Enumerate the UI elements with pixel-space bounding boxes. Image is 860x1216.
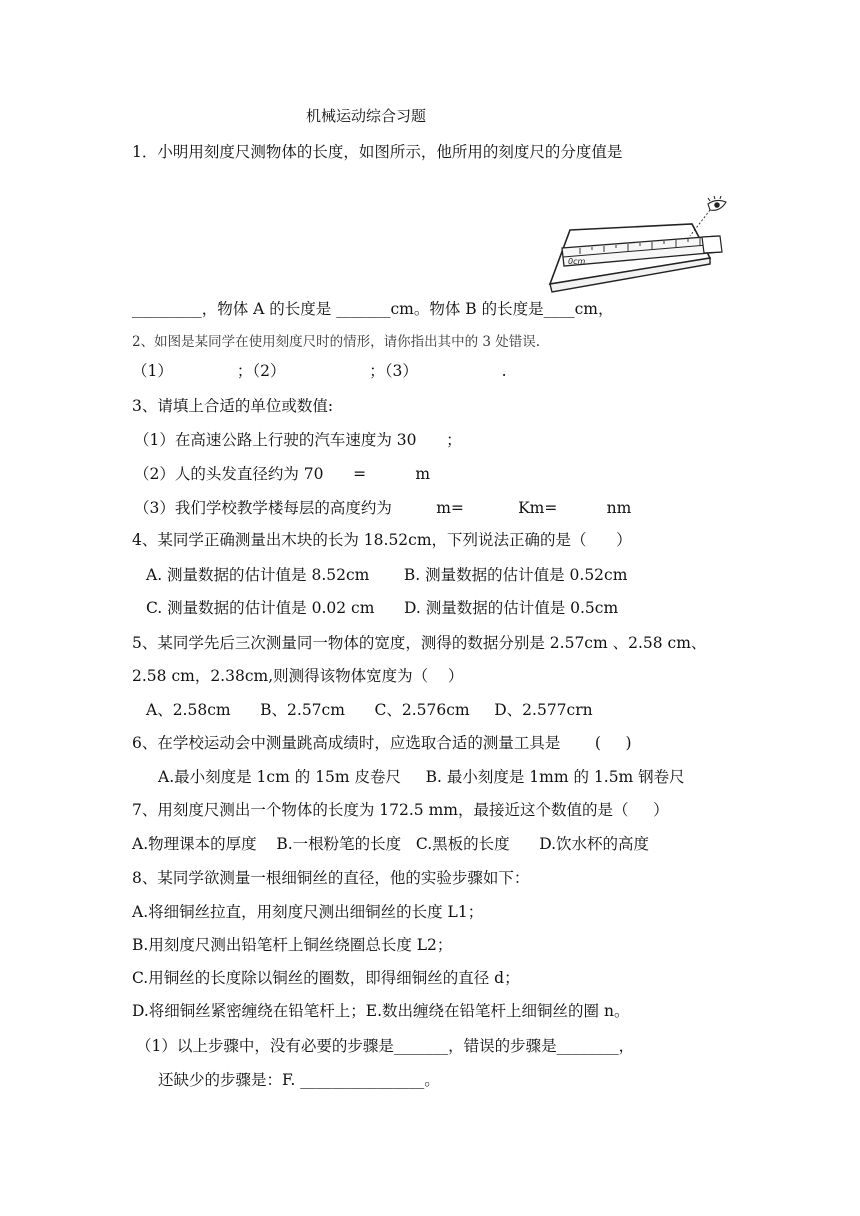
eye-icon — [708, 196, 726, 210]
question-4-text: 4、某同学正确测量出木块的长为 18.52cm，下列说法正确的是（ ） — [132, 531, 632, 549]
question-4-options-cd: C. 测量数据的估计值是 0.02 cm D. 测量数据的估计值是 0.5cm — [146, 599, 619, 617]
question-3-text: 3、请填上合适的单位或数值: — [132, 397, 334, 415]
question-3-item-2: （2）人的头发直径约为 70 = m — [134, 465, 431, 483]
question-6-options: A.最小刻度是 1cm 的 15m 皮卷尺 B. 最小刻度是 1mm 的 1.5m 钢卷尺 — [158, 768, 685, 786]
question-5-text-cont: 2.58 cm，2.38cm,则测得该物体宽度为（ ） — [132, 667, 464, 685]
question-8-step-d: D.将细铜丝紧密缠绕在铅笔杆上；E.数出缠绕在铅笔杆上细铜丝的圈 n。 — [132, 1002, 630, 1020]
question-6-text: 6、在学校运动会中测量跳高成绩时，应选取合适的测量工具是 ( ) — [132, 734, 632, 752]
question-7-options: A.物理课本的厚度 B.一根粉笔的长度 C.黑板的长度 D.饮水杯的高度 — [132, 835, 650, 853]
question-5-text: 5、某同学先后三次测量同一物体的宽度，测得的数据分别是 2.57cm 、2.58 cm、 — [132, 634, 707, 652]
question-8-step-b: B.用刻度尺测出铅笔杆上铜丝绕圈总长度 L2； — [132, 936, 453, 954]
question-8-text: 8、某同学欲测量一根细铜丝的直径，他的实验步骤如下： — [132, 869, 530, 887]
ruler-measurement-figure — [540, 196, 740, 296]
question-8-step-a: A.将细铜丝拉直，用刻度尺测出细铜丝的长度 L1； — [132, 903, 484, 921]
question-4-options-ab: A. 测量数据的估计值是 8.52cm B. 测量数据的估计值是 0.52cm — [146, 566, 628, 584]
question-7-text: 7、用刻度尺测出一个物体的长度为 172.5 mm，最接近这个数值的是（ ） — [132, 801, 669, 819]
question-1-text: 1．小明用刻度尺测物体的长度，如图所示，他所用的刻度尺的分度值是 — [132, 143, 623, 161]
question-2-text: 2、如图是某同学在使用刻度尺时的情形，请你指出其中的 3 处错误. — [132, 334, 541, 350]
question-2-blanks: （1） ；（2） ；（3） . — [132, 362, 507, 380]
question-8-step-c: C.用铜丝的长度除以铜丝的圈数，即得细铜丝的直径 d； — [132, 969, 520, 987]
question-5-options: A、2.58cm B、2.57cm C、2.576cm D、2.577crn — [146, 701, 593, 719]
question-8-part-1-cont: 还缺少的步骤是：F. ________________。 — [158, 1071, 440, 1089]
question-3-item-1: （1）在高速公路上行驶的汽车速度为 30 ； — [134, 431, 462, 449]
question-3-item-3: （3）我们学校教学楼每层的高度约为 m= Km= nm — [134, 499, 632, 517]
question-8-part-1: （1）以上步骤中，没有必要的步骤是_______，错误的步骤是________， — [136, 1037, 635, 1055]
question-1-blanks: _________，物体 A 的长度是 _______cm。物体 B 的长度是____cm， — [132, 300, 614, 318]
ruler-zero-label: 0cm — [568, 257, 586, 266]
page-title: 机械运动综合习题 — [306, 107, 427, 125]
